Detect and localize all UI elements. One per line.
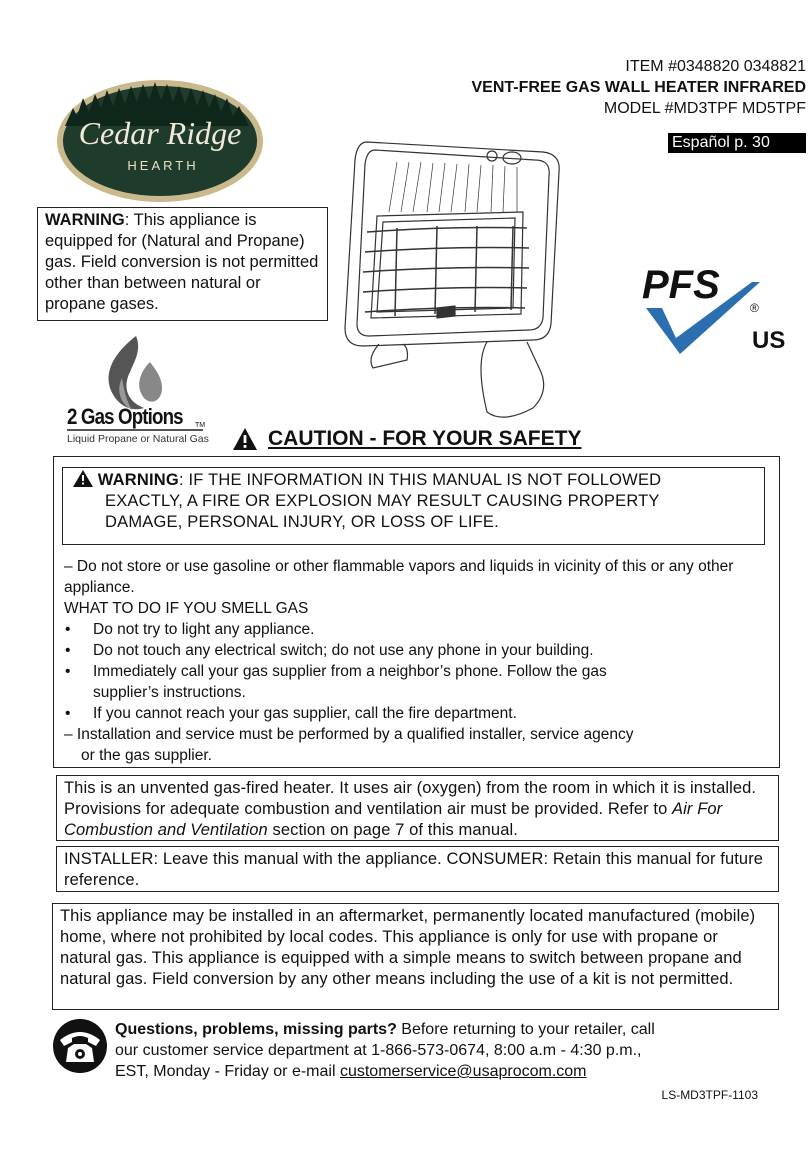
document-number: LS-MD3TPF-1103 [661, 1088, 758, 1102]
contact-line2: our customer service department at 1-866-573-0674, 8:00 a.m - 4:30 p.m., [115, 1042, 642, 1059]
cedar-ridge-logo [55, 78, 265, 204]
brand-name: Cedar Ridge [78, 115, 242, 151]
installation-note-continuation: or the gas supplier. [81, 747, 212, 764]
fire-explosion-warning [62, 467, 765, 545]
pfs-country: US [752, 327, 786, 354]
model-number: MODEL #MD3TPF MD5TPF [603, 100, 806, 117]
smell-gas-heading: WHAT TO DO IF YOU SMELL GAS [64, 600, 309, 617]
list-item-continuation: supplier’s instructions. [93, 684, 246, 701]
gas-options-title: 2 Gas Options [67, 404, 183, 429]
telephone-icon [52, 1018, 108, 1074]
item-number: ITEM #0348820 0348821 [625, 58, 806, 75]
brand-sub: HEARTH [127, 158, 199, 173]
warning-triangle-icon [73, 470, 93, 487]
unvented-heater-notice [56, 775, 779, 841]
combustion-ventilation-reference: Air For Combustion and Ventilation [64, 800, 723, 839]
support-email-link[interactable]: customerservice@usaprocom.com [339, 1063, 587, 1080]
installer-consumer-notice: INSTALLER: Leave this manual with the appliance. CONSUMER: Retain this manual for future reference. [56, 846, 779, 892]
list-item: • Immediately call your gas supplier from a neighbor’s phone. Follow the gas [64, 661, 770, 682]
main-warning-line2: EXACTLY, A FIRE OR EXPLOSION MAY RESULT CAUSING PROPERTY [105, 492, 660, 510]
unvented-text-1: This is an unvented gas-fired heater. It uses air (oxygen) from the room in which it is installed. Provisions for adequate combustion and ventilation air must be provided. Refer to [64, 779, 757, 818]
pfs-mark: PFS [642, 263, 720, 307]
top-warning-label: WARNING [45, 211, 125, 229]
trademark-mark: TM [195, 422, 206, 429]
main-warning-label: WARNING [97, 471, 179, 489]
warning-triangle-icon [232, 427, 258, 451]
list-item: • Do not try to light any appliance. [64, 619, 770, 640]
main-warning-line1: : IF THE INFORMATION IN THIS MANUAL IS NOT FOLLOWED [178, 471, 662, 489]
flammable-vapors-note: – Do not store or use gasoline or other flammable vapors and liquids in vicinity of this or any other appliance. [64, 558, 734, 596]
unvented-text-2: section on page 7 of this manual. [267, 821, 518, 839]
pfs-certification-logo [640, 262, 790, 354]
list-item: • If you cannot reach your gas supplier, call the fire department. [64, 703, 770, 724]
heater-illustration [337, 132, 567, 432]
main-warning-line3: DAMAGE, PERSONAL INJURY, OR LOSS OF LIFE. [105, 513, 499, 531]
gas-safety-instructions [64, 556, 770, 766]
top-warning-box [37, 207, 328, 321]
mobile-home-notice: This appliance may be installed in an aftermarket, permanently located manufactured (mobile) home, where not prohibited by local codes. This appliance is only for use with propane or natural gas. This appliance is equipped with a simple means to switch between propane and natural gas. Field conversion by any other means including the use of a kit is not permitted. [52, 903, 779, 1010]
gas-options-divider [67, 429, 203, 431]
customer-service-info [115, 1019, 655, 1082]
contact-line1: Before returning to your retailer, call [396, 1021, 655, 1038]
spanish-section-link[interactable]: Español p. 30 [668, 133, 806, 153]
contact-line3: EST, Monday - Friday or e-mail [115, 1063, 340, 1080]
caution-heading: CAUTION - FOR YOUR SAFETY [268, 427, 582, 450]
top-warning-text: : This appliance is equipped for (Natural and Propane) gas. Field conversion is not permitted other than between natural or propane gases. [45, 211, 319, 313]
list-item: • Do not touch any electrical switch; do not use any phone in your building. [64, 640, 770, 661]
contact-question: Questions, problems, missing parts? [115, 1021, 397, 1038]
registered-mark: ® [750, 301, 759, 315]
product-title: VENT-FREE GAS WALL HEATER INFRARED [471, 79, 806, 96]
gas-options-subtitle: Liquid Propane or Natural Gas [67, 433, 209, 445]
installation-note: – Installation and service must be performed by a qualified installer, service agency [64, 726, 634, 743]
